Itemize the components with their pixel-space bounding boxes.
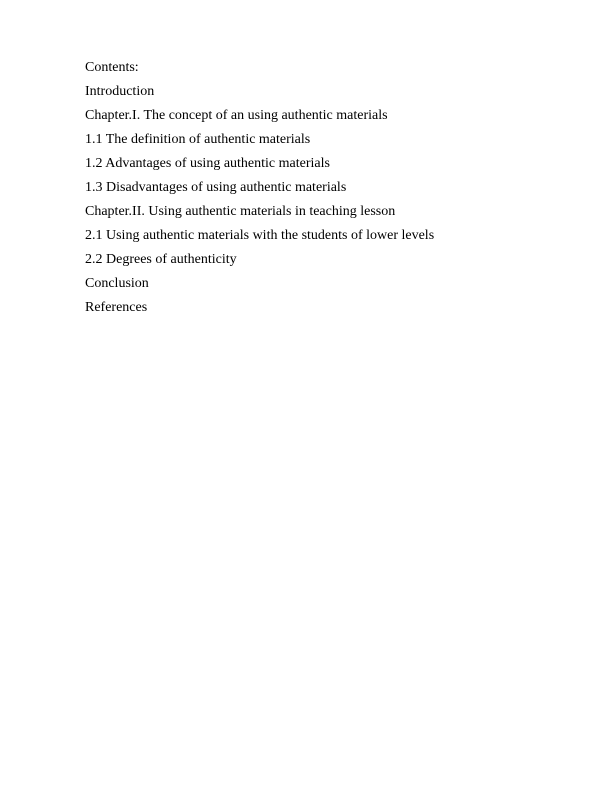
toc-entry-chapter-1: Chapter.I. The concept of an using authentic materials	[85, 108, 388, 123]
contents-heading: Contents:	[85, 60, 139, 75]
toc-entry-section-2-2: 2.2 Degrees of authenticity	[85, 252, 237, 267]
toc-entry-section-1-1: 1.1 The definition of authentic materials	[85, 132, 311, 147]
toc-entry-chapter-2: Chapter.II. Using authentic materials in teaching lesson	[85, 204, 396, 219]
toc-entry-introduction: Introduction	[85, 84, 155, 99]
toc-entry-section-1-2: 1.2 Advantages of using authentic materials	[85, 156, 330, 171]
toc-entry-section-2-1: 2.1 Using authentic materials with the students of lower levels	[85, 228, 435, 243]
table-of-contents	[85, 56, 585, 320]
toc-entry-section-1-3: 1.3 Disadvantages of using authentic materials	[85, 180, 347, 195]
toc-entry-conclusion: Conclusion	[85, 276, 149, 291]
toc-entry-references: References	[85, 300, 148, 315]
